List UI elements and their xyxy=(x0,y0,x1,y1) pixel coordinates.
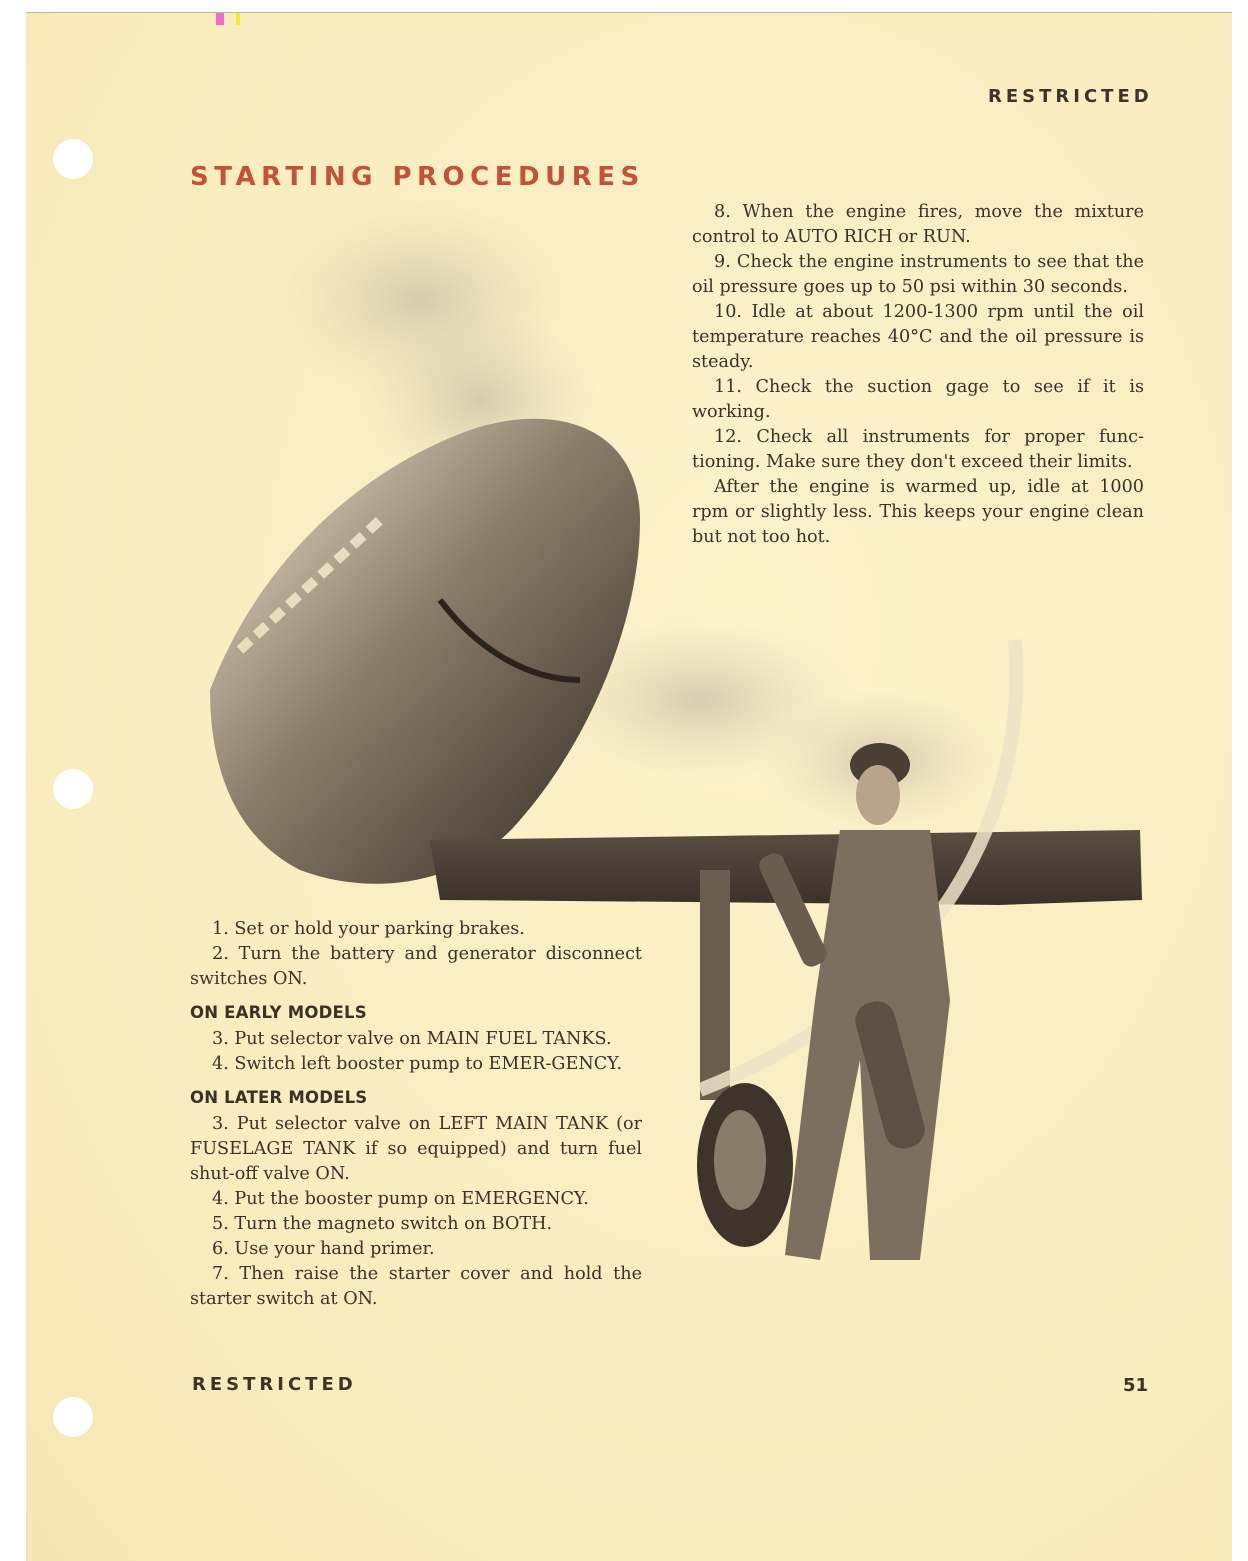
footer-classification: RESTRICTED xyxy=(192,1374,357,1395)
page-title: STARTING PROCEDURES xyxy=(190,162,645,192)
step-8: 8. When the engine fires, move the mixture control to AUTO RICH or RUN. xyxy=(692,202,1144,247)
closing-paragraph: After the engine is warmed up, idle at 1000 rpm or slightly less. This keeps your engine clean but not too hot. xyxy=(692,477,1144,547)
step-2: 2. Turn the battery and generator disconnect switches ON. xyxy=(190,944,642,989)
later-models-heading: ON LATER MODELS xyxy=(190,1088,368,1107)
magenta-mark xyxy=(216,13,224,25)
scan-color-marks xyxy=(216,13,236,25)
binder-hole-top xyxy=(53,139,93,179)
binder-hole-middle xyxy=(53,769,93,809)
later-step-6: 6. Use your hand primer. xyxy=(212,1239,435,1259)
binder-hole-bottom xyxy=(53,1397,93,1437)
header-classification: RESTRICTED xyxy=(988,86,1153,107)
later-step-7: 7. Then raise the starter cover and hold the starter switch at ON. xyxy=(190,1264,642,1309)
page-number: 51 xyxy=(1123,1375,1149,1396)
early-step-3: 3. Put selector valve on MAIN FUEL TANKS. xyxy=(212,1029,612,1049)
later-step-3: 3. Put selector valve on LEFT MAIN TANK (or FUSELAGE TANK if so equipped) and turn fuel shut-off valve ON. xyxy=(190,1114,642,1184)
left-column xyxy=(190,917,642,1312)
step-11: 11. Check the suction gage to see if it is working. xyxy=(692,377,1144,422)
yellow-mark xyxy=(236,13,240,25)
step-12: 12. Check all instruments for proper func-tioning. Make sure they don't exceed their limits. xyxy=(692,427,1144,472)
later-step-5: 5. Turn the magneto switch on BOTH. xyxy=(212,1214,553,1234)
later-step-4: 4. Put the booster pump on EMERGENCY. xyxy=(212,1189,589,1209)
step-9: 9. Check the engine instruments to see that the oil pressure goes up to 50 psi within 30 seconds. xyxy=(692,252,1144,297)
step-10: 10. Idle at about 1200-1300 rpm until the oil temperature reaches 40°C and the oil pressure is steady. xyxy=(692,302,1144,372)
early-step-4: 4. Switch left booster pump to EMER-GENCY. xyxy=(212,1054,623,1074)
early-models-heading: ON EARLY MODELS xyxy=(190,1003,367,1022)
right-column xyxy=(692,200,1144,550)
step-1: 1. Set or hold your parking brakes. xyxy=(212,919,525,939)
